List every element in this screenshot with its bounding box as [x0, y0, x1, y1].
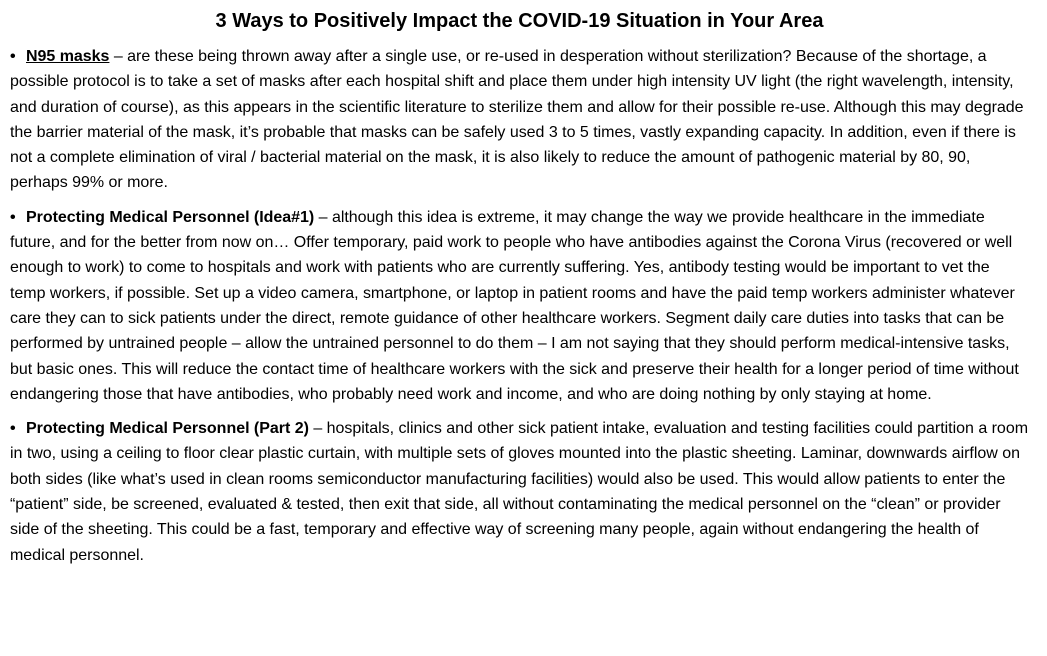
paragraph-body: – although this idea is extreme, it may change the way we provide healthcare in the immediate future, and for the better from now on… Offer temporary, paid work to people who have antibodies against the Corona Virus (recovered or well enough to work) to come to hospitals and work with patients who are currently suffering. Yes, antibody testing would be important to vet the temp workers, if possible. Set up a video camera, smartphone, or laptop in patient rooms and have the paid temp workers administer whatever care they can to sick patients under the direct, remote guidance of other healthcare workers. Segment daily care duties into tasks that can be performed by untrained people – allow the untrained personnel to do them – I am not saying that they should perform medical-intensive tasks, but basic ones. This will reduce the contact time of healthcare workers with the sick and preserve their health for a longer period of time without endangering those that have antibodies, who probably need work and income, and who are doing nothing by only staying at home. [10, 208, 1019, 403]
document-title: 3 Ways to Positively Impact the COVID-19 Situation in Your Area [215, 10, 824, 32]
paragraph-lead: N95 masks [26, 48, 110, 65]
paragraph-body: – hospitals, clinics and other sick patient intake, evaluation and testing facilities could partition a room in two, using a ceiling to floor clear plastic curtain, with multiple sets of gloves mounted into the plastic sheeting. Laminar, downwards airflow on both sides (like what’s used in clean rooms semiconductor manufacturing facilities) would also be used. This would allow patients to enter the “patient” side, be screened, evaluated & tested, then exit that side, all without contaminating the medical personnel on the “clean” or provider side of the sheeting. This could be a fast, temporary and effective way of screening many people, again without endangering the health of medical personnel. [10, 420, 1029, 564]
bullet-icon: • [10, 420, 16, 438]
paragraph-n95-masks [10, 44, 1029, 196]
paragraph-lead: Protecting Medical Personnel (Idea#1) [26, 208, 315, 226]
bullet-icon: • [10, 48, 16, 65]
paragraph-body: – are these being thrown away after a single use, or re-used in desperation without sterilization? Because of the shortage, a possible protocol is to take a set of masks after each hospital shift and place them under high intensity UV light (the right wavelength, intensity, and duration of course), as this appears in the scientific literature to sterilize them and allow for their possible re-use. Although this may degrade the barrier material of the mask, it’s probable that masks can be safely used 3 to 5 times, vastly expanding capacity. In addition, even if there is not a complete elimination of viral / bacterial material on the mask, it is also likely to reduce the amount of pathogenic material by 80, 90, perhaps 99% or more. [10, 48, 1024, 192]
paragraph-lead: Protecting Medical Personnel (Part 2) [26, 420, 309, 438]
paragraph-protecting-personnel-idea-1 [10, 205, 1029, 407]
paragraph-protecting-personnel-part-2 [10, 416, 1029, 568]
bullet-icon: • [10, 208, 16, 226]
